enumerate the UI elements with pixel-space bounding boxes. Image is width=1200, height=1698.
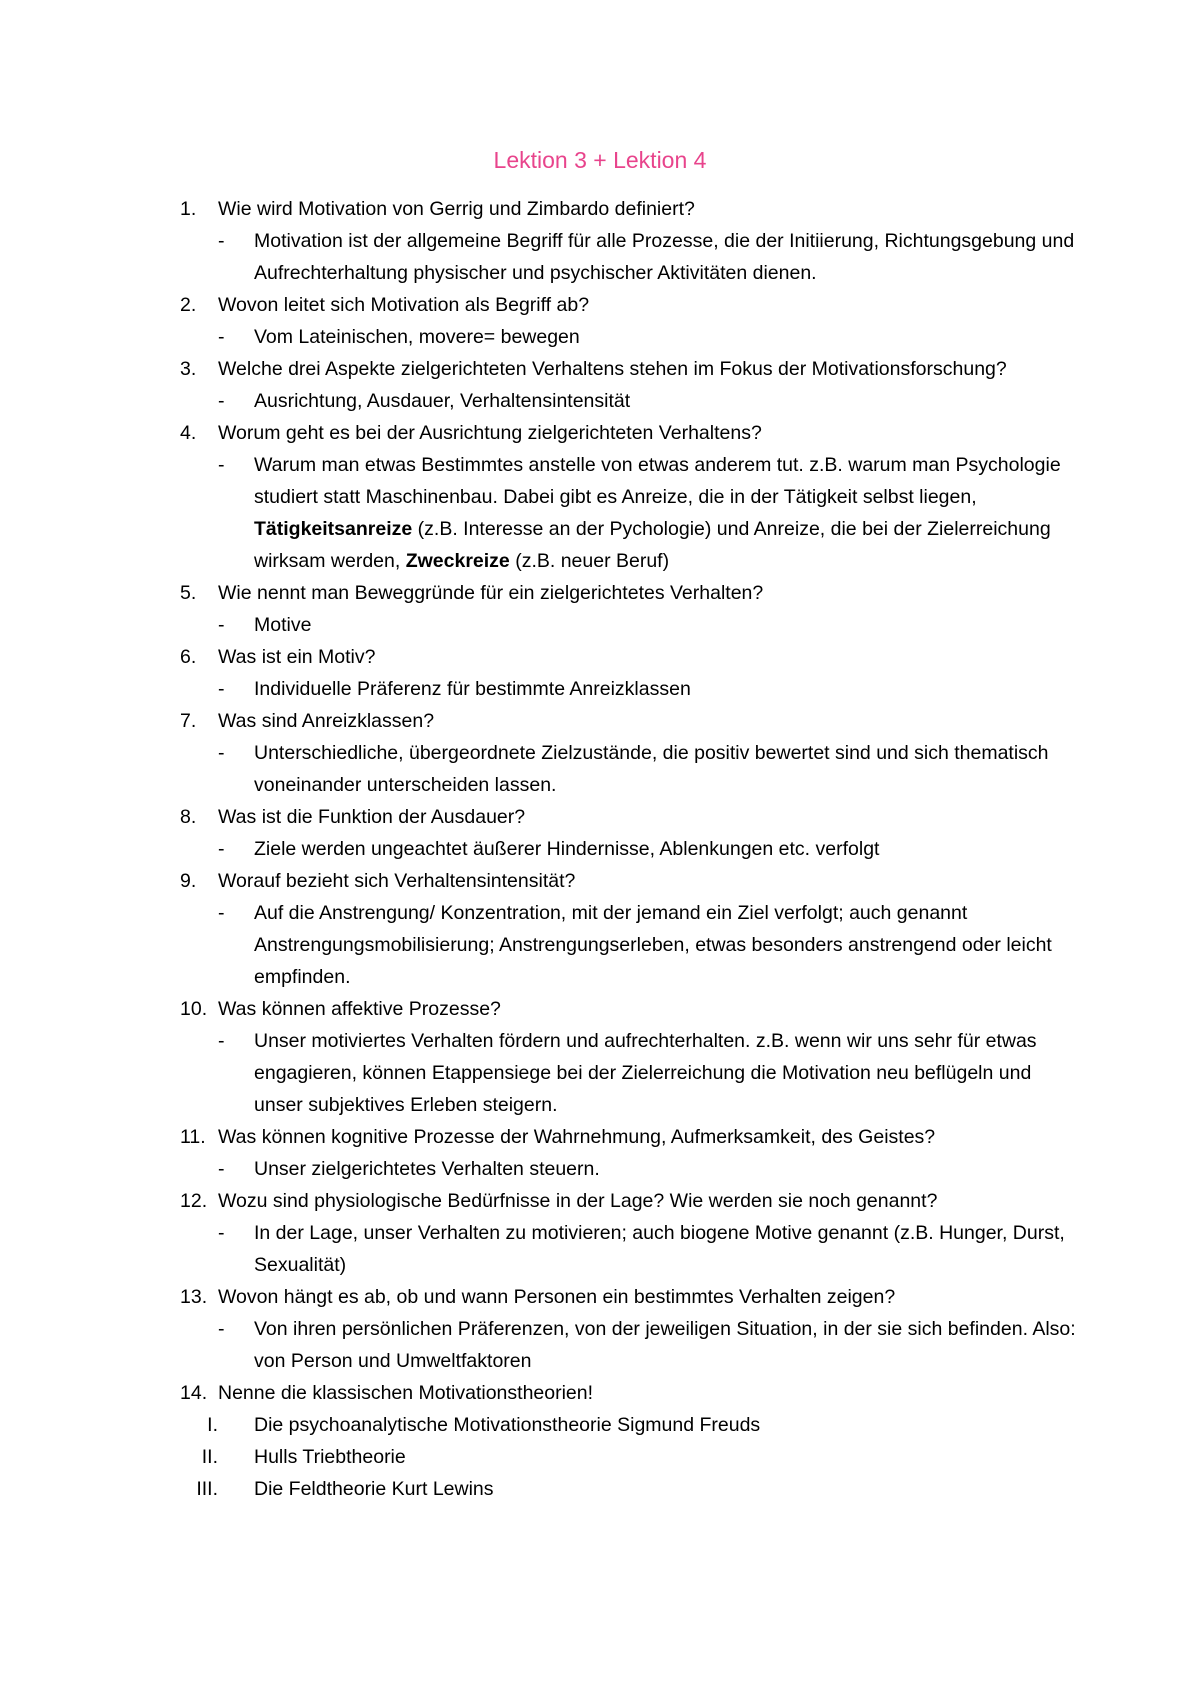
question-number: 10. — [180, 998, 208, 1020]
question-number: 12. — [180, 1190, 208, 1212]
question-text: Worum geht es bei der Ausrichtung zielgerichteten Verhaltens? — [218, 422, 762, 444]
question-text: Worauf bezieht sich Verhaltensintensität? — [218, 870, 576, 892]
answer-item — [180, 321, 1080, 353]
answer-term-bold: Tätigkeitsanreize — [254, 518, 413, 540]
roman-numeral: II. — [201, 1446, 218, 1468]
answer-text-segment: Ziele werden ungeachtet äußerer Hindernisse, Ablenkungen etc. verfolgt — [254, 838, 880, 860]
question-number: 7. — [180, 710, 197, 732]
theory-name: Die psychoanalytische Motivationstheorie Sigmund Freuds — [254, 1414, 761, 1436]
answer-text-segment: Unser zielgerichtetes Verhalten steuern. — [254, 1158, 600, 1180]
question-item — [180, 193, 1080, 225]
question-list — [180, 193, 1080, 1505]
answer-text — [254, 737, 1080, 801]
answer-bullet: - — [218, 1222, 225, 1244]
answer-text — [254, 833, 1080, 865]
answer-text-segment: Von ihren persönlichen Präferenzen, von der jeweiligen Situation, in der sie sich befinden. Also: von Person und Umweltfaktoren — [254, 1318, 1076, 1372]
answer-bullet: - — [218, 1030, 225, 1052]
answer-item — [180, 225, 1080, 289]
answer-item — [180, 737, 1080, 801]
question-number: 13. — [180, 1286, 208, 1308]
answer-bullet: - — [218, 614, 225, 636]
answer-text — [254, 321, 1080, 353]
question-text: Wovon leitet sich Motivation als Begriff ab? — [218, 294, 590, 316]
roman-numeral: III. — [196, 1478, 218, 1500]
answer-item — [180, 1025, 1080, 1121]
answer-text-segment: Motivation ist der allgemeine Begriff für alle Prozesse, die der Initiierung, Richtungsgebung und Aufrechterhaltung physischer und psychischer Aktivitäten dienen. — [254, 230, 1075, 284]
question-text: Wie wird Motivation von Gerrig und Zimbardo definiert? — [218, 198, 695, 220]
answer-text — [254, 673, 1080, 705]
question-number: 14. — [180, 1382, 208, 1404]
answer-bullet: - — [218, 678, 225, 700]
question-number: 1. — [180, 198, 197, 220]
question-item — [180, 993, 1080, 1025]
answer-bullet: - — [218, 1318, 225, 1340]
answer-item — [180, 385, 1080, 417]
question-number: 4. — [180, 422, 197, 444]
answer-text — [254, 1153, 1080, 1185]
answer-text — [254, 1313, 1080, 1377]
theory-name: Hulls Triebtheorie — [254, 1446, 406, 1468]
theory-list-item — [180, 1441, 1080, 1473]
theory-name: Die Feldtheorie Kurt Lewins — [254, 1478, 494, 1500]
answer-text-segment: Motive — [254, 614, 312, 636]
answer-item — [180, 449, 1080, 577]
answer-text — [254, 1217, 1080, 1281]
question-number: 8. — [180, 806, 197, 828]
question-text: Welche drei Aspekte zielgerichteten Verhaltens stehen im Fokus der Motivationsforschung? — [218, 358, 1007, 380]
answer-item — [180, 1217, 1080, 1281]
question-text: Was können affektive Prozesse? — [218, 998, 501, 1020]
answer-bullet: - — [218, 326, 225, 348]
answer-item — [180, 609, 1080, 641]
answer-bullet: - — [218, 454, 225, 476]
answer-item — [180, 1153, 1080, 1185]
question-text: Wozu sind physiologische Bedürfnisse in der Lage? Wie werden sie noch genannt? — [218, 1190, 938, 1212]
answer-text-segment: Individuelle Präferenz für bestimmte Anreizklassen — [254, 678, 691, 700]
question-item — [180, 1185, 1080, 1217]
question-item — [180, 289, 1080, 321]
question-number: 11. — [180, 1126, 206, 1148]
question-item — [180, 1121, 1080, 1153]
question-number: 5. — [180, 582, 197, 604]
answer-bullet: - — [218, 230, 225, 252]
answer-text-segment: Auf die Anstrengung/ Konzentration, mit der jemand ein Ziel verfolgt; auch genannt Anstrengungsmobilisierung; Anstrengungserleben, etwas besonders anstrengend oder leicht empfinden. — [254, 902, 1052, 988]
question-item — [180, 1281, 1080, 1313]
answer-text-segment: Vom Lateinischen, movere= bewegen — [254, 326, 580, 348]
answer-text-segment: (z.B. neuer Beruf) — [509, 550, 670, 572]
answer-item — [180, 833, 1080, 865]
answer-text-segment: In der Lage, unser Verhalten zu motivieren; auch biogene Motive genannt (z.B. Hunger, Durst, Sexualität) — [254, 1222, 1065, 1276]
answer-text — [254, 1025, 1080, 1121]
question-item — [180, 705, 1080, 737]
question-item — [180, 865, 1080, 897]
answer-bullet: - — [218, 742, 225, 764]
question-text: Was können kognitive Prozesse der Wahrnehmung, Aufmerksamkeit, des Geistes? — [218, 1126, 936, 1148]
answer-bullet: - — [218, 1158, 225, 1180]
answer-item — [180, 1313, 1080, 1377]
question-text: Was sind Anreizklassen? — [218, 710, 435, 732]
question-item — [180, 801, 1080, 833]
page-title: Lektion 3 + Lektion 4 — [493, 147, 707, 173]
question-number: 3. — [180, 358, 197, 380]
answer-text-segment: Unser motiviertes Verhalten fördern und aufrechterhalten. z.B. wenn wir uns sehr für etwas engagieren, können Etappensiege bei der Zielerreichung die Motivation neu beflügeln und unser subjektives Erleben steigern. — [254, 1030, 1037, 1116]
question-item — [180, 353, 1080, 385]
answer-term-bold: Zweckreize — [405, 550, 510, 572]
answer-text — [254, 449, 1080, 577]
answer-text-segment: (z.B. Interesse an der Pychologie) und Anreize, die bei der Zielerreichung wirksam werden, — [254, 518, 1051, 572]
question-item — [180, 577, 1080, 609]
answer-text-segment: Warum man etwas Bestimmtes anstelle von etwas anderem tut. z.B. warum man Psychologie studiert statt Maschinenbau. Dabei gibt es Anreize, die in der Tätigkeit selbst liegen, — [254, 454, 1061, 508]
answer-text — [254, 225, 1080, 289]
question-text: Nenne die klassischen Motivationstheorien! — [218, 1382, 594, 1404]
theory-list-item — [180, 1409, 1080, 1441]
question-number: 2. — [180, 294, 197, 316]
question-text: Wovon hängt es ab, ob und wann Personen ein bestimmtes Verhalten zeigen? — [218, 1286, 896, 1308]
question-text: Was ist ein Motiv? — [218, 646, 376, 668]
answer-text-segment: Ausrichtung, Ausdauer, Verhaltensintensität — [254, 390, 631, 412]
answer-text — [254, 897, 1080, 993]
answer-bullet: - — [218, 902, 225, 924]
question-number: 9. — [180, 870, 197, 892]
answer-item — [180, 897, 1080, 993]
question-text: Wie nennt man Beweggründe für ein zielgerichtetes Verhalten? — [218, 582, 764, 604]
roman-numeral: I. — [207, 1414, 218, 1436]
answer-bullet: - — [218, 838, 225, 860]
answer-item — [180, 673, 1080, 705]
theory-list-item — [180, 1473, 1080, 1505]
question-item — [180, 641, 1080, 673]
question-item — [180, 417, 1080, 449]
answer-text-segment: Unterschiedliche, übergeordnete Zielzustände, die positiv bewertet sind und sich thematisch voneinander unterscheiden lassen. — [254, 742, 1049, 796]
question-number: 6. — [180, 646, 197, 668]
answer-text — [254, 609, 1080, 641]
answer-text — [254, 385, 1080, 417]
question-item — [180, 1377, 1080, 1409]
question-text: Was ist die Funktion der Ausdauer? — [218, 806, 526, 828]
answer-bullet: - — [218, 390, 225, 412]
